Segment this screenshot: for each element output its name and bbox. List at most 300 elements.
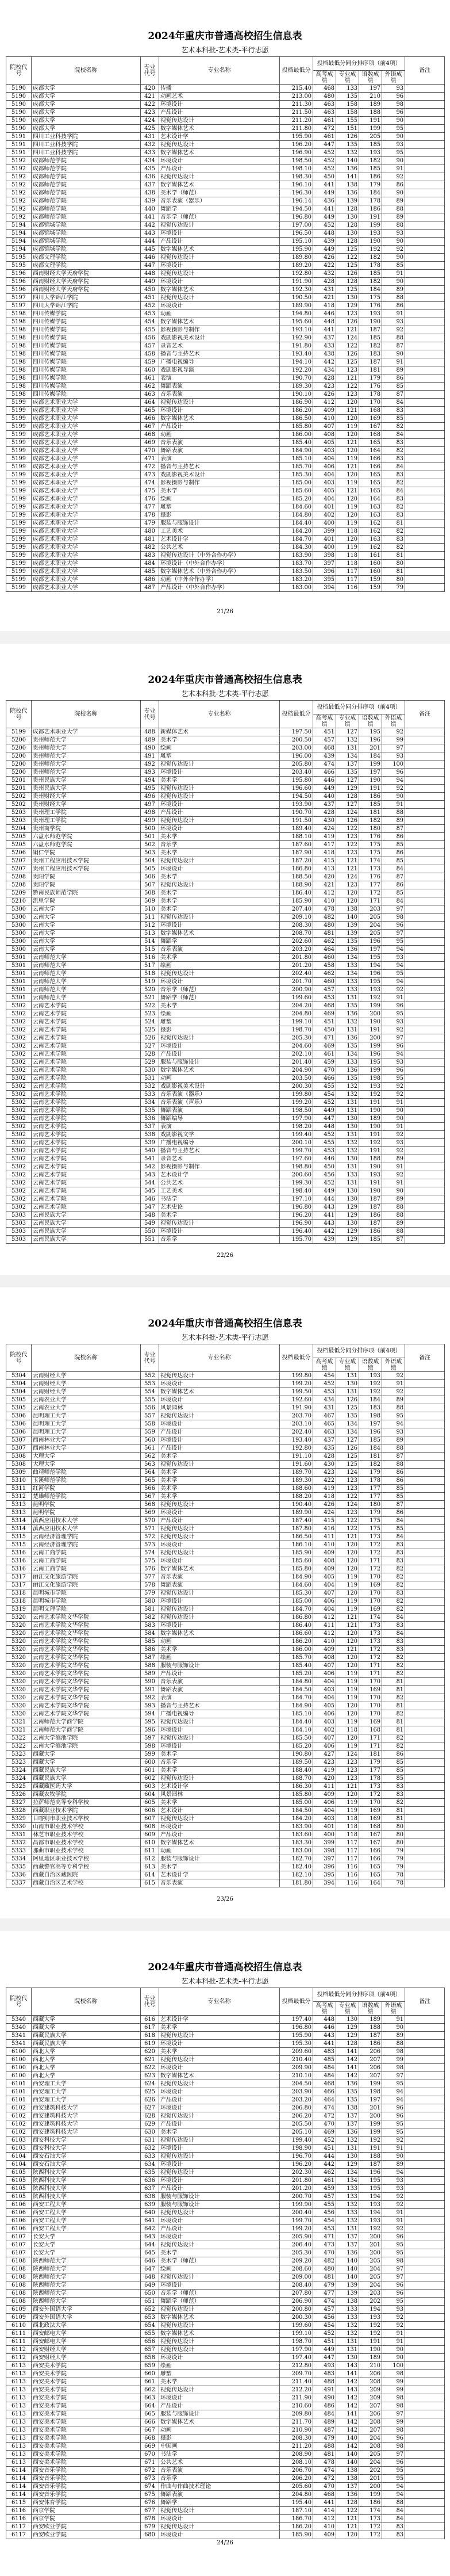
table-cell: 公共艺术	[159, 544, 280, 552]
table-cell: 184.90	[280, 1573, 313, 1581]
table-cell: 472	[313, 125, 336, 133]
table-cell: 数字媒体艺术	[159, 415, 280, 423]
table-cell: 135	[336, 769, 359, 777]
table-cell: 487	[313, 2426, 336, 2434]
table-cell: 184	[359, 189, 382, 197]
table-cell: 184.20	[280, 528, 313, 536]
table-cell: 660	[141, 2370, 159, 2378]
table-row	[6, 897, 445, 905]
table-cell: 172	[359, 2523, 382, 2531]
table-row	[6, 1461, 445, 1469]
table-cell: 122	[336, 825, 359, 833]
table-cell	[405, 2475, 445, 2483]
table-row	[6, 1879, 445, 1887]
table-cell: 189	[359, 101, 382, 109]
table-cell: 5320	[6, 1662, 32, 1670]
table-cell: 198.40	[280, 1187, 313, 1195]
table-cell: 音乐表演	[159, 2467, 280, 2475]
table-cell: 长安大学	[32, 2233, 141, 2241]
table-cell: 191	[359, 1147, 382, 1155]
table-cell: 云南艺术学院	[32, 1075, 141, 1083]
table-cell: 199.70	[280, 2217, 313, 2225]
table-cell: 四川传媒学院	[32, 326, 141, 334]
table-cell: 205	[359, 2273, 382, 2281]
table-cell: 562	[141, 1453, 159, 1461]
table-cell: 446	[313, 777, 336, 785]
table-cell: 120	[336, 399, 359, 407]
table-cell	[405, 568, 445, 576]
table-cell: 193.40	[280, 350, 313, 358]
column-header: 语数成绩	[359, 1358, 382, 1372]
table-cell: 121	[336, 857, 359, 865]
table-cell: 208.30	[280, 922, 313, 930]
table-cell: 199.70	[280, 1147, 313, 1155]
table-cell: 668	[141, 2434, 159, 2443]
table-cell: 193	[359, 230, 382, 238]
table-cell: 403	[313, 1815, 336, 1823]
table-cell: 四川传媒学院	[32, 350, 141, 358]
table-cell: 657	[141, 2346, 159, 2354]
table-cell: 5191	[6, 133, 32, 141]
table-cell: 5190	[6, 93, 32, 101]
table-cell: 187	[359, 1195, 382, 1203]
table-cell: 5302	[6, 1195, 32, 1203]
table-cell	[405, 2426, 445, 2434]
table-cell: 630	[141, 2128, 159, 2137]
table-row	[6, 1058, 445, 1067]
table-cell: 成都艺术职业大学	[32, 439, 141, 447]
table-cell	[405, 2418, 445, 2426]
table-row	[6, 1179, 445, 1187]
table-cell: 187.40	[280, 1517, 313, 1525]
table-cell: 云南艺术学院	[32, 1034, 141, 1042]
table-cell: 121	[336, 374, 359, 383]
table-cell: 196	[359, 938, 382, 946]
table-cell: 178	[359, 1775, 382, 1783]
table-row	[6, 576, 445, 584]
table-cell: 西北政法大学	[32, 2322, 141, 2330]
table-cell: 160	[359, 568, 382, 576]
table-cell: 140	[336, 2459, 359, 2467]
table-cell: 6100	[6, 2064, 32, 2072]
table-cell: 186.00	[280, 431, 313, 439]
table-cell: 云南艺术学院	[32, 1171, 141, 1179]
table-cell	[405, 1710, 445, 1718]
table-cell: 81	[382, 1726, 405, 1734]
table-cell: 183.50	[280, 568, 313, 576]
column-header: 院校名称	[32, 57, 141, 85]
table-row	[6, 254, 445, 262]
table-row	[6, 181, 445, 189]
table-cell: 485	[141, 568, 159, 576]
table-cell: 成都艺术职业大学	[32, 431, 141, 439]
table-cell	[405, 2394, 445, 2402]
table-cell: 成都文理学院	[32, 254, 141, 262]
table-cell	[405, 2080, 445, 2088]
table-cell: 音乐表演（器乐）	[159, 197, 280, 205]
table-cell: 音乐学	[159, 1759, 280, 1767]
table-cell: 5300	[6, 922, 32, 930]
table-row	[6, 391, 445, 399]
table-cell: 99	[382, 736, 405, 744]
table-cell	[405, 560, 445, 568]
table-row	[6, 2531, 445, 2539]
table-cell: 西藏大学	[32, 1751, 141, 1759]
table-cell: 119	[336, 1606, 359, 1614]
table-cell: 460	[313, 954, 336, 962]
table-cell: 639	[141, 2201, 159, 2209]
table-cell: 169	[359, 1606, 382, 1614]
table-cell: 129	[336, 2161, 359, 2169]
table-cell: 6105	[6, 2177, 32, 2185]
table-cell: 141	[336, 2370, 359, 2378]
table-cell: 490	[313, 2394, 336, 2402]
table-cell	[405, 1775, 445, 1783]
table-cell: 78	[382, 1879, 405, 1887]
table-cell: 133	[336, 1058, 359, 1067]
table-cell: 环境设计	[159, 865, 280, 873]
table-row	[6, 2290, 445, 2298]
table-row	[6, 1589, 445, 1597]
table-row	[6, 503, 445, 511]
table-cell: 6106	[6, 2201, 32, 2209]
table-cell: 6101	[6, 2080, 32, 2088]
table-cell: 134	[336, 1050, 359, 1058]
table-cell: 贵州工程应用技术学院	[32, 857, 141, 865]
table-cell: 91	[382, 165, 405, 173]
table-cell: 462	[313, 970, 336, 978]
table-cell: 459	[313, 1058, 336, 1067]
table-cell: 131	[336, 2346, 359, 2354]
table-cell: 200	[359, 1010, 382, 1018]
table-cell: 5198	[6, 350, 32, 358]
table-cell: 西安理工大学	[32, 2096, 141, 2104]
table-cell: 422	[141, 101, 159, 109]
table-cell	[405, 2249, 445, 2257]
table-cell: 91	[382, 1123, 405, 1131]
table-cell: 450	[313, 1163, 336, 1171]
table-cell: 404	[313, 495, 336, 503]
table-cell: 205	[359, 133, 382, 141]
table-cell	[405, 1622, 445, 1630]
table-cell: 环境设计	[159, 1597, 280, 1606]
table-row	[6, 1420, 445, 1428]
table-cell: 云南艺术学院文华学院	[32, 1710, 141, 1718]
table-cell: 195.40	[280, 2499, 313, 2507]
table-cell: 5340	[6, 2024, 32, 2032]
table-row	[6, 1670, 445, 1678]
table-cell: 119	[336, 1742, 359, 1751]
table-cell: 116	[336, 1863, 359, 1871]
table-cell: 公共艺术	[159, 2459, 280, 2467]
table-cell: 199.10	[280, 2330, 313, 2338]
table-cell	[405, 954, 445, 962]
table-cell: 649	[141, 2281, 159, 2290]
table-cell	[405, 576, 445, 584]
table-cell: 136	[336, 2080, 359, 2088]
table-cell: 556	[141, 1404, 159, 1412]
table-cell: 501	[141, 833, 159, 841]
table-cell: 395	[313, 576, 336, 584]
table-cell: 5308	[6, 1453, 32, 1461]
table-cell: 116	[336, 584, 359, 592]
table-row	[6, 1541, 445, 1549]
table-cell: 贵州师范大学	[32, 752, 141, 760]
table-cell: 477	[141, 503, 159, 511]
table-cell: 美术学	[159, 2048, 280, 2056]
table-cell: 128	[336, 2499, 359, 2507]
table-cell: 书法学	[159, 1195, 280, 1203]
column-header: 备注	[405, 1988, 445, 2016]
table-cell: 192	[359, 1139, 382, 1147]
table-cell: 91	[382, 994, 405, 1002]
table-row	[6, 1380, 445, 1388]
table-cell: 137	[336, 2120, 359, 2128]
table-cell: 84	[382, 2507, 405, 2515]
table-cell: 412	[313, 399, 336, 407]
table-cell: 5301	[6, 978, 32, 986]
table-cell: 117	[336, 568, 359, 576]
table-cell: 406	[313, 1710, 336, 1718]
table-cell: 美术学	[159, 1863, 280, 1871]
table-cell: 5199	[6, 479, 32, 487]
table-cell: 628	[141, 2112, 159, 2120]
column-header: 语数成绩	[359, 2002, 382, 2016]
table-cell: 81	[382, 519, 405, 528]
table-cell: 5194	[6, 221, 32, 230]
table-cell: 94	[382, 2169, 405, 2177]
table-row	[6, 374, 445, 383]
table-cell: 164	[359, 495, 382, 503]
table-cell: 视觉传达设计	[159, 2338, 280, 2346]
table-cell: 205.30	[280, 1034, 313, 1042]
table-cell: 89	[382, 1195, 405, 1203]
table-cell: 95	[382, 2249, 405, 2257]
table-cell: 95	[382, 970, 405, 978]
table-cell: 117	[336, 1839, 359, 1847]
table-cell: 成都师范学院	[32, 165, 141, 173]
table-cell: 环境设计	[159, 1420, 280, 1428]
table-cell: 203.50	[280, 1075, 313, 1083]
table-cell	[405, 1388, 445, 1396]
table-cell: 490	[141, 744, 159, 752]
table-cell: 184	[359, 286, 382, 294]
table-cell: 6109	[6, 2314, 32, 2322]
table-cell: 数字媒体艺术	[159, 1565, 280, 1573]
table-cell: 86	[382, 849, 405, 857]
table-cell: 97	[382, 2273, 405, 2281]
table-cell: 视觉传达设计	[159, 1734, 280, 1742]
column-header: 语数成绩	[359, 71, 382, 85]
table-cell	[405, 1444, 445, 1453]
table-cell: 戏剧影视导演	[159, 366, 280, 374]
table-cell: 478	[313, 2459, 336, 2467]
table-cell: 79	[382, 1847, 405, 1855]
table-cell: 474	[313, 2467, 336, 2475]
table-cell: 5204	[6, 825, 32, 833]
table-cell: 环境设计	[159, 2354, 280, 2362]
table-cell: 191	[359, 1179, 382, 1187]
table-cell: 652	[141, 2306, 159, 2314]
table-cell: 82	[382, 1734, 405, 1742]
table-cell	[405, 358, 445, 366]
table-cell: 5302	[6, 1050, 32, 1058]
table-cell: 美术学	[159, 1002, 280, 1010]
table-cell: 服装与服饰设计	[159, 1058, 280, 1067]
table-cell: 201.80	[280, 2177, 313, 2185]
table-cell	[405, 1139, 445, 1147]
table-cell: 208.90	[280, 2451, 313, 2459]
table-cell: 618	[141, 2032, 159, 2040]
table-cell: 199.50	[280, 1388, 313, 1396]
table-cell: 662	[141, 2386, 159, 2394]
table-cell	[405, 2024, 445, 2032]
table-cell: 西安美术学院	[32, 2443, 141, 2451]
table-cell	[405, 1638, 445, 1646]
table-cell: 119	[336, 1718, 359, 1726]
table-row	[6, 1485, 445, 1493]
table-cell: 81	[382, 1807, 405, 1815]
table-cell	[405, 1541, 445, 1549]
table-cell: 186	[359, 2040, 382, 2048]
table-cell: 云南艺术学院	[32, 1099, 141, 1107]
table-cell	[405, 1718, 445, 1726]
table-cell: 131	[336, 1163, 359, 1171]
table-cell: 449	[313, 1107, 336, 1115]
table-cell: 5305	[6, 1396, 32, 1404]
table-cell: 5205	[6, 841, 32, 849]
table-cell: 美术学	[159, 1767, 280, 1775]
table-cell: 211.20	[280, 2443, 313, 2451]
table-cell: 5302	[6, 1155, 32, 1163]
table-cell: 186.90	[280, 399, 313, 407]
table-cell: 5199	[6, 415, 32, 423]
table-cell: 627	[141, 2104, 159, 2112]
table-cell: 117	[336, 1847, 359, 1855]
table-cell: 453	[313, 1388, 336, 1396]
table-cell: 数字媒体艺术	[159, 181, 280, 189]
table-cell: 399	[313, 528, 336, 536]
table-cell: 596	[141, 1726, 159, 1734]
table-cell	[405, 2193, 445, 2201]
table-cell: 170	[359, 399, 382, 407]
table-cell: 211.20	[280, 117, 313, 125]
table-cell: 185.10	[280, 455, 313, 463]
table-cell: 464	[313, 946, 336, 954]
table-cell: 84	[382, 399, 405, 407]
table-cell: 视觉传达设计（中外合作办学）	[159, 552, 280, 560]
table-cell: 188	[359, 109, 382, 117]
table-cell: 广播电视编导	[159, 1139, 280, 1147]
table-cell: 168	[359, 431, 382, 439]
table-cell	[405, 528, 445, 536]
table-cell: 422	[313, 1477, 336, 1485]
table-cell: 5198	[6, 318, 32, 326]
table-cell: 133	[336, 2209, 359, 2217]
table-cell: 96	[382, 2290, 405, 2298]
table-cell: 5200	[6, 760, 32, 769]
table-cell: 云南艺术学院	[32, 1050, 141, 1058]
table-row	[6, 1839, 445, 1847]
table-row	[6, 2507, 445, 2515]
table-cell	[405, 1002, 445, 1010]
table-cell: 442	[141, 221, 159, 230]
table-cell: 203.10	[280, 1420, 313, 1428]
table-cell: 90	[382, 157, 405, 165]
table-row	[6, 1654, 445, 1662]
table-cell: 83	[382, 439, 405, 447]
table-cell: 129	[336, 302, 359, 310]
table-cell: 197.60	[280, 1155, 313, 1163]
table-cell: 云南艺术学院文华学院	[32, 1686, 141, 1694]
table-cell	[405, 1662, 445, 1670]
table-row	[6, 1775, 445, 1783]
table-cell: 四川传媒学院	[32, 358, 141, 366]
table-row	[6, 2225, 445, 2233]
table-cell: 86	[382, 881, 405, 889]
table-cell	[405, 1050, 445, 1058]
table-cell: 135	[336, 1002, 359, 1010]
table-cell: 179	[359, 374, 382, 383]
table-cell: 141	[336, 2048, 359, 2056]
table-cell: 452	[141, 302, 159, 310]
table-cell: 西安建筑科技大学	[32, 2128, 141, 2137]
table-cell	[405, 2410, 445, 2418]
table-cell	[405, 1589, 445, 1597]
table-cell: 85	[382, 857, 405, 865]
table-cell: 398	[313, 1847, 336, 1855]
table-cell: 591	[141, 1686, 159, 1694]
table-cell: 84	[382, 1614, 405, 1622]
column-header: 外语成绩	[382, 1358, 405, 1372]
table-cell: 136	[336, 165, 359, 173]
table-cell	[405, 270, 445, 278]
table-cell: 西北大学	[32, 2064, 141, 2072]
table-cell: 6104	[6, 2153, 32, 2161]
table-row	[6, 1509, 445, 1517]
table-row	[6, 1067, 445, 1075]
table-cell: 433	[141, 149, 159, 157]
table-cell: 409	[313, 1565, 336, 1573]
column-header: 专业名称	[159, 1344, 280, 1372]
table-cell: 193.10	[280, 326, 313, 334]
table-cell: 188.20	[280, 1493, 313, 1501]
table-cell	[405, 1099, 445, 1107]
table-row	[6, 568, 445, 576]
table-cell: 88	[382, 1444, 405, 1453]
table-cell: 81	[382, 1718, 405, 1726]
table-cell	[405, 2137, 445, 2145]
table-cell: 92	[382, 2322, 405, 2330]
table-cell: 132	[336, 1091, 359, 1099]
table-cell	[405, 1614, 445, 1622]
table-cell: 5307	[6, 1444, 32, 1453]
table-cell: 439	[313, 1236, 336, 1244]
table-cell	[405, 1404, 445, 1412]
table-cell: 203	[359, 905, 382, 914]
table-cell: 5192	[6, 181, 32, 189]
table-cell: 462	[313, 2169, 336, 2177]
table-cell: 410	[313, 1638, 336, 1646]
table-cell: 606	[141, 1807, 159, 1815]
table-cell: 5301	[6, 986, 32, 994]
table-cell: 130	[336, 2354, 359, 2362]
table-cell: 6117	[6, 2523, 32, 2531]
table-cell: 90	[382, 117, 405, 125]
column-header: 外语成绩	[382, 71, 405, 85]
table-row	[6, 407, 445, 415]
table-cell: 云南大学	[32, 938, 141, 946]
